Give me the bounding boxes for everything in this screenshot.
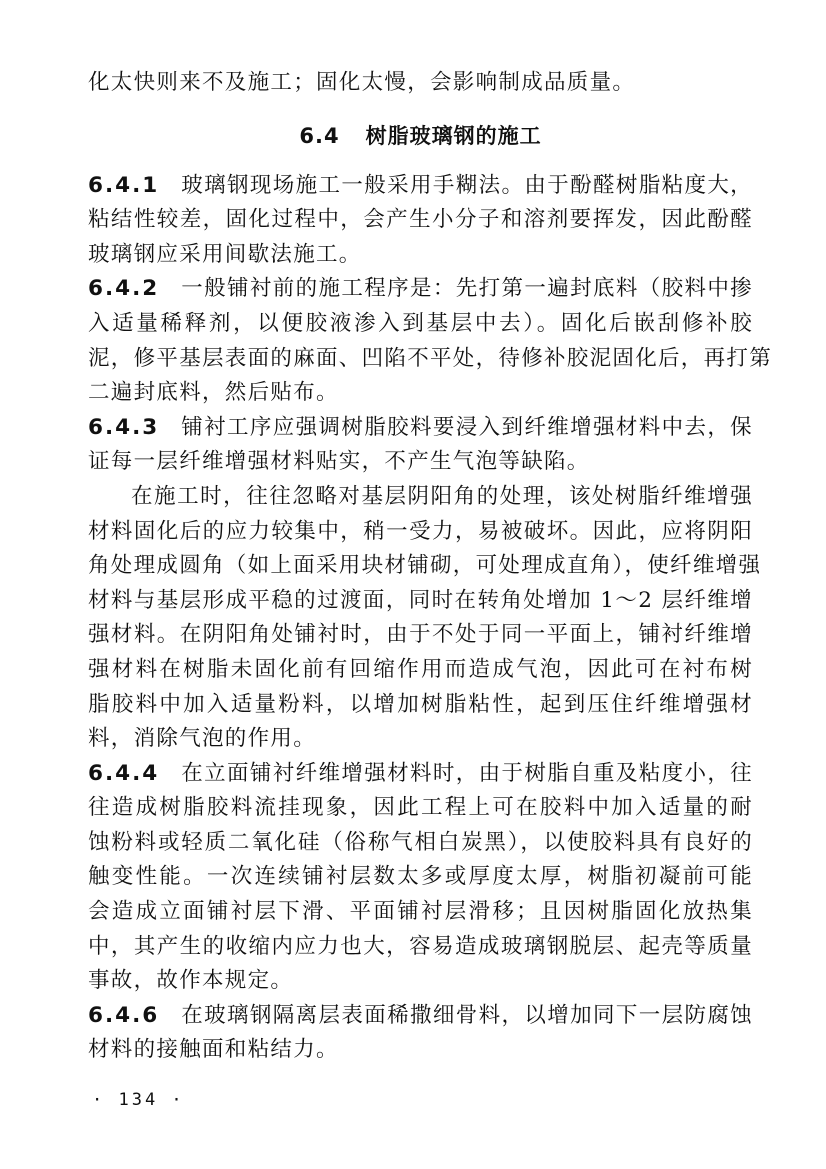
clause-text: 中，其产生的收缩内应力也大，容易造成玻璃钢脱层、起壳等质量	[88, 933, 753, 959]
clause-text: 玻璃钢应采用间歇法施工。	[88, 241, 362, 267]
page-body	[88, 66, 773, 1068]
clause-text: 强材料。在阴阳角处铺衬时，由于不处于同一平面上，铺衬纤维增	[88, 622, 753, 648]
clause-text: 会造成立面铺衬层下滑、平面铺衬层滑移；且因树脂固化放热集	[88, 899, 753, 925]
clause-text: 角处理成圆角（如上面采用块材铺砌，可处理成直角），使纤维增强	[88, 553, 762, 579]
clause-6-4-6	[88, 999, 753, 1068]
clause-text: 在施工时，往往忽略对基层阴阳角的处理，该处树脂纤维增强	[131, 483, 753, 509]
clause-text: 泥，修平基层表面的麻面、凹陷不平处，待修补胶泥固化后，再打第	[88, 345, 773, 371]
clause-number: 6.4.2	[88, 276, 160, 302]
clause-text: 蚀粉料或轻质二氧化硅（俗称气相白炭黑），以使胶料具有良好的	[88, 829, 753, 855]
clause-6-4-3	[88, 411, 762, 757]
clause-text: 脂胶料中加入适量粉料，以增加树脂粘性，起到压住纤维增强材	[88, 691, 753, 717]
clause-text: 材料与基层形成平稳的过渡面，同时在转角处增加 1～2 层纤维增	[88, 587, 753, 613]
clause-text: 事故，故作本规定。	[88, 968, 294, 994]
intro-line: 化太快则来不及施工；固化太慢，会影响制成品质量。	[88, 70, 636, 95]
clause-text: 二遍封底料，然后贴布。	[88, 380, 339, 406]
clause-6-4-4	[88, 757, 753, 999]
clause-text: 料，消除气泡的作用。	[88, 726, 317, 752]
clause-6-4-1	[88, 169, 753, 273]
clause-number: 6.4.4	[88, 760, 160, 786]
clause-text: 在玻璃钢隔离层表面稀撒细骨料，以增加同下一层防腐蚀	[181, 1002, 753, 1028]
clause-text: 玻璃钢现场施工一般采用手糊法。由于酚醛树脂粘度大，	[181, 172, 753, 198]
clause-text: 材料的接触面和粘结力。	[88, 1037, 339, 1063]
clause-text: 在立面铺衬纤维增强材料时，由于树脂自重及粘度小，往	[181, 760, 753, 786]
clause-text: 强材料在树脂未固化前有回缩作用而造成气泡，因此可在衬布树	[88, 656, 753, 682]
clause-text: 入适量稀释剂，以便胶液渗入到基层中去）。固化后嵌刮修补胶	[88, 310, 753, 336]
clause-text: 铺衬工序应强调树脂胶料要浸入到纤维增强材料中去，保	[181, 414, 753, 440]
section-heading	[88, 119, 753, 153]
section-number: 6.4	[299, 123, 340, 148]
section-title: 树脂玻璃钢的施工	[365, 123, 542, 148]
clause-text: 一般铺衬前的施工程序是：先打第一遍封底料（胶料中掺	[181, 276, 753, 302]
clause-number: 6.4.3	[88, 414, 160, 440]
clause-text: 粘结性较差，固化过程中，会产生小分子和溶剂要挥发，因此酚醛	[88, 207, 753, 233]
clause-number: 6.4.6	[88, 1002, 160, 1028]
clause-6-4-2	[88, 272, 773, 410]
clause-text: 触变性能。一次连续铺衬层数太多或厚度太厚，树脂初凝前可能	[88, 864, 753, 890]
clause-text: 证每一层纤维增强材料贴实，不产生气泡等缺陷。	[88, 449, 590, 475]
clause-text: 材料固化后的应力较集中，稍一受力，易被破坏。因此，应将阴阳	[88, 518, 753, 544]
page-number: · 134 ·	[92, 1090, 185, 1110]
clause-number: 6.4.1	[88, 172, 160, 198]
clause-text: 往造成树脂胶料流挂现象，因此工程上可在胶料中加入适量的耐	[88, 795, 753, 821]
